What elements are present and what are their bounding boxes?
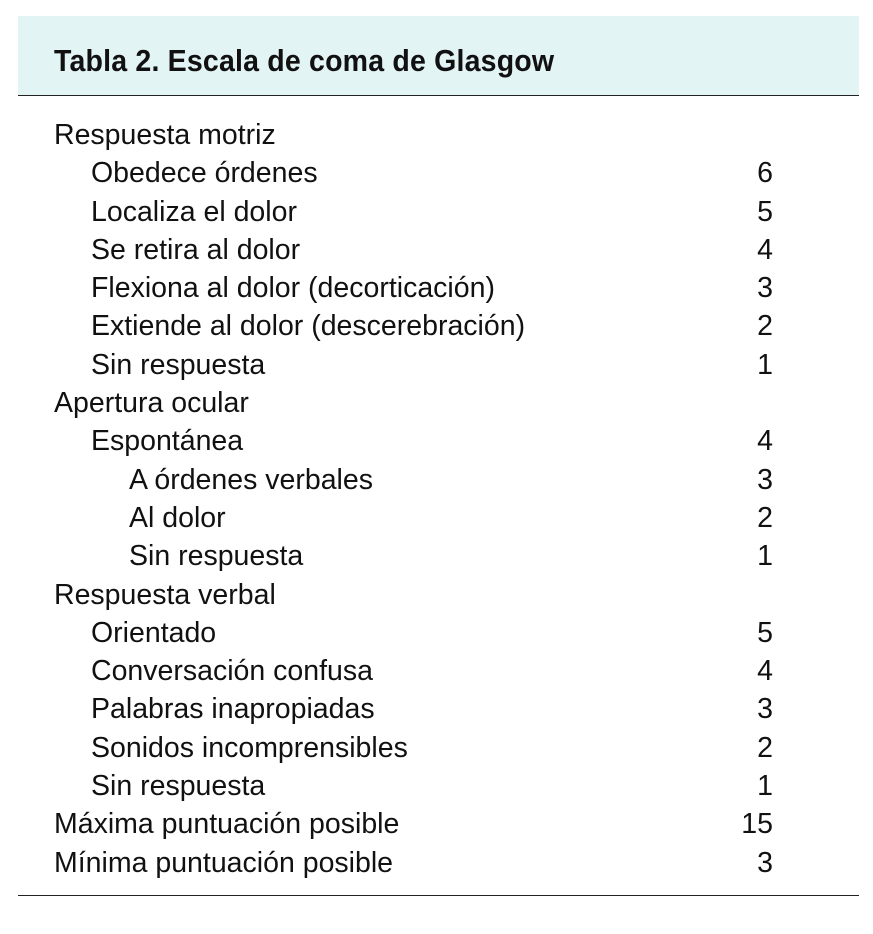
table-row [18, 729, 859, 767]
table-row [18, 499, 859, 537]
row-score: 3 [757, 272, 773, 305]
table-row [18, 269, 859, 307]
row-score: 2 [757, 501, 773, 534]
table-header [18, 16, 859, 96]
row-label: Al dolor [129, 501, 226, 534]
row-score: 6 [757, 157, 773, 190]
row-score: 3 [757, 693, 773, 726]
row-score: 5 [757, 195, 773, 228]
row-label: Mínima puntuación posible [54, 846, 394, 879]
row-label: Conversación confusa [91, 655, 373, 688]
row-label: Sin respuesta [91, 770, 266, 803]
table-section-row [18, 384, 859, 422]
row-label: Máxima puntuación posible [54, 808, 400, 841]
table-row [18, 422, 859, 460]
row-label: Se retira al dolor [91, 233, 301, 266]
row-label: Obedece órdenes [91, 157, 318, 190]
table-row [18, 307, 859, 345]
row-label: Apertura ocular [54, 387, 249, 420]
table-section-row [18, 576, 859, 614]
table-row [18, 767, 859, 805]
row-score: 4 [757, 425, 773, 458]
row-label: Flexiona al dolor (decorticación) [91, 272, 495, 305]
row-score: 4 [757, 233, 773, 266]
row-score: 15 [741, 808, 773, 841]
row-label: Palabras inapropiadas [91, 693, 375, 726]
bottom-rule [18, 895, 859, 896]
row-label: Localiza el dolor [91, 195, 297, 228]
row-score: 1 [757, 348, 773, 381]
row-score: 3 [757, 463, 773, 496]
table-row [18, 690, 859, 728]
row-score: 2 [757, 310, 773, 343]
row-label: Respuesta verbal [54, 578, 276, 611]
table-row [18, 614, 859, 652]
row-score: 1 [757, 540, 773, 573]
table-section-row [18, 116, 859, 154]
row-label: Sonidos incomprensibles [91, 731, 408, 764]
row-label: Espontánea [91, 425, 244, 458]
row-label: Orientado [91, 616, 217, 649]
row-label: Sin respuesta [129, 540, 304, 573]
table-body [18, 96, 859, 882]
row-score: 3 [757, 846, 773, 879]
table-title: Tabla 2. Escala de coma de Glasgow [54, 43, 555, 78]
row-label: Sin respuesta [91, 348, 266, 381]
table-row [18, 193, 859, 231]
row-score: 5 [757, 616, 773, 649]
row-score: 2 [757, 731, 773, 764]
table-row [18, 346, 859, 384]
row-label: A órdenes verbales [129, 463, 373, 496]
row-label: Respuesta motriz [54, 119, 276, 151]
table-row [18, 231, 859, 269]
table-row [18, 537, 859, 575]
row-score: 4 [757, 655, 773, 688]
table-section-row [18, 844, 859, 882]
table-row [18, 461, 859, 499]
row-label: Extiende al dolor (descerebración) [91, 310, 526, 343]
row-score: 1 [757, 770, 773, 803]
glasgow-table [18, 16, 859, 882]
table-section-row [18, 805, 859, 843]
table-row [18, 154, 859, 192]
table-row [18, 652, 859, 690]
